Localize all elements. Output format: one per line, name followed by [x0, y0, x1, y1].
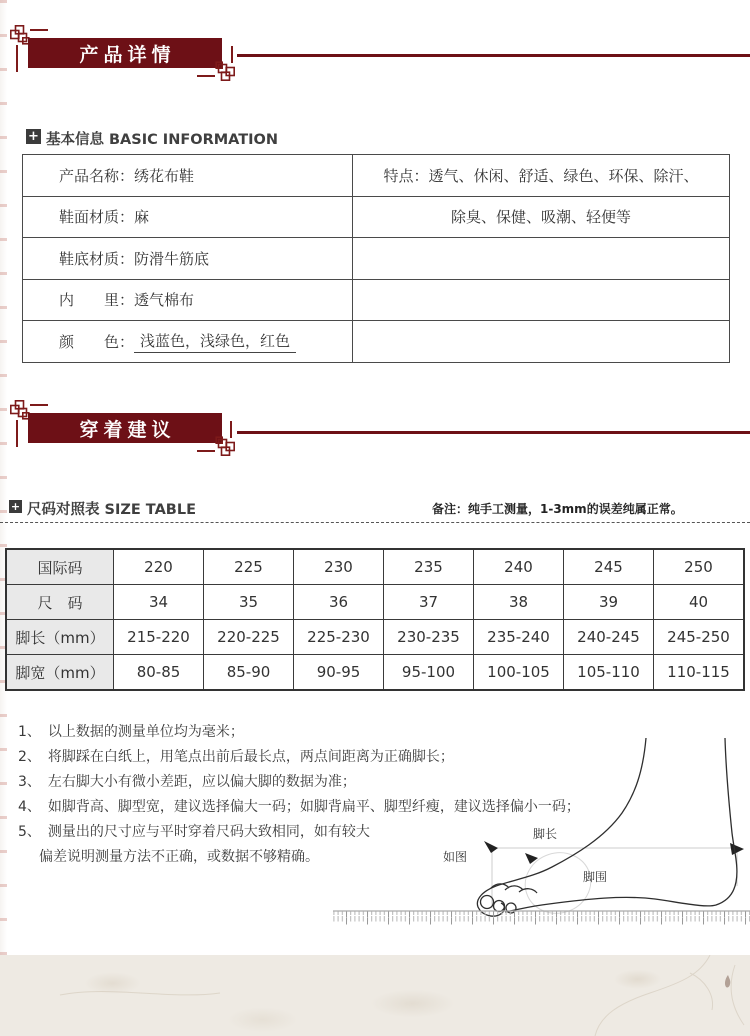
field-value-colors: 浅蓝色，浅绿色，红色 — [134, 330, 296, 353]
table-cell: 215-220 — [114, 620, 204, 654]
decorative-line — [197, 75, 215, 77]
table-cell: 105-110 — [564, 655, 654, 689]
field-label: 鞋面材质： — [59, 208, 135, 227]
note-item: 3、 左右脚大小有微小差距，应以偏大脚的数据为准； — [18, 774, 356, 790]
paper-fibers — [0, 955, 750, 1036]
section-title-bar: 穿着建议 — [28, 413, 222, 443]
table-cell: 38 — [474, 585, 564, 619]
table-cell: 240-245 — [564, 620, 654, 654]
field-label: 颜 色： — [59, 332, 135, 351]
basic-info-heading-en: BASIC INFORMATION — [109, 132, 279, 148]
field-label: 鞋底材质： — [59, 249, 135, 268]
paper-texture-background — [0, 955, 750, 1036]
table-cell: 110-115 — [667, 663, 730, 681]
field-label: 产品名称： — [59, 166, 135, 185]
table-cell: 95-100 — [384, 655, 474, 689]
table-row — [7, 619, 743, 654]
dashed-divider — [0, 522, 750, 523]
ruler — [333, 911, 750, 925]
decorative-line — [30, 404, 48, 406]
note-item: 1、 以上数据的测量单位均为毫米； — [18, 724, 244, 740]
table-cell: 34 — [114, 585, 204, 619]
paper-edge-texture — [0, 0, 7, 955]
basic-info-heading-cn: 基本信息 — [46, 132, 104, 148]
chinese-knot-icon — [215, 61, 235, 81]
row-label: 脚长（mm） — [7, 620, 114, 654]
table-cell: 220 — [114, 550, 204, 584]
as-shown-label: 如图 — [443, 850, 468, 864]
size-table-heading-en: SIZE TABLE — [104, 502, 196, 518]
table-cell: 230 — [294, 550, 384, 584]
size-table-remark: 备注：纯手工测量，1-3mm的误差纯属正常。 — [432, 502, 683, 516]
table-row — [23, 155, 729, 196]
note-item: 4、 如脚背高、脚型宽，建议选择偏大一码；如脚背扁平、脚型纤瘦，建议选择偏小一码； — [18, 799, 580, 815]
row-label: 国际码 — [7, 550, 114, 584]
size-table — [5, 548, 745, 691]
table-cell: 235-240 — [474, 620, 564, 654]
note-item: 2、 将脚踩在白纸上，用笔点出前后最长点，两点间距离为正确脚长； — [18, 749, 454, 765]
table-cell: 220-225 — [204, 620, 294, 654]
foot-measurement-diagram — [325, 736, 750, 946]
size-table-heading — [27, 498, 196, 519]
plus-icon: + — [26, 129, 41, 144]
decorative-line — [16, 45, 18, 72]
table-row — [23, 237, 729, 279]
basic-info-heading — [46, 128, 278, 149]
table-row — [7, 654, 743, 689]
decorative-line — [197, 450, 215, 452]
table-row — [7, 584, 743, 619]
chinese-knot-icon — [215, 436, 235, 456]
table-cell: 235 — [384, 550, 474, 584]
table-cell: 37 — [384, 585, 474, 619]
table-cell: 245 — [564, 550, 654, 584]
table-cell: 90-95 — [294, 655, 384, 689]
section-title-bar: 产品详情 — [28, 38, 222, 68]
table-cell: 80-85 — [114, 655, 204, 689]
chinese-knot-icon — [10, 25, 30, 45]
foot-length-label: 脚长 — [533, 827, 558, 841]
field-value: 透气棉布 — [134, 291, 195, 310]
decorative-line — [237, 54, 750, 57]
features-line-1: 特点：透气、休闲、舒适、绿色、环保、除汗、 — [383, 166, 699, 185]
decorative-line — [30, 29, 48, 31]
note-item-continuation: 偏差说明测量方法不正确，或数据不够精确。 — [39, 849, 319, 865]
row-label: 脚宽（mm） — [7, 655, 114, 689]
table-cell: 100-105 — [474, 655, 564, 689]
table-cell: 36 — [294, 585, 384, 619]
table-cell: 35 — [204, 585, 294, 619]
table-cell: 225 — [204, 550, 294, 584]
features-line-2: 除臭、保健、吸潮、轻便等 — [450, 208, 631, 227]
table-cell: 225-230 — [294, 620, 384, 654]
table-row — [7, 550, 743, 584]
table-cell: 240 — [474, 550, 564, 584]
decorative-line — [16, 420, 18, 447]
table-cell: 39 — [564, 585, 654, 619]
field-value: 绣花布鞋 — [134, 166, 195, 185]
table-cell: 85-90 — [204, 655, 294, 689]
field-value: 麻 — [134, 208, 150, 227]
table-row — [23, 279, 729, 321]
table-cell: 40 — [688, 593, 709, 611]
table-cell: 250 — [684, 558, 713, 576]
table-cell: 245-250 — [667, 628, 730, 646]
table-row — [23, 196, 729, 238]
field-value: 防滑牛筋底 — [134, 249, 210, 268]
basic-info-table — [22, 154, 730, 363]
foot-outline — [477, 738, 737, 916]
decorative-line — [237, 431, 750, 434]
size-table-heading-cn: 尺码对照表 — [27, 502, 100, 518]
table-cell: 230-235 — [384, 620, 474, 654]
chinese-knot-icon — [10, 400, 30, 420]
table-row — [23, 320, 729, 362]
note-item: 5、 测量出的尺寸应与平时穿着尺码大致相同，如有较大 — [18, 824, 370, 840]
field-label: 内 里： — [59, 291, 135, 310]
foot-girth-label: 脚围 — [583, 870, 608, 884]
row-label: 尺 码 — [7, 585, 114, 619]
plus-icon: + — [10, 500, 21, 513]
